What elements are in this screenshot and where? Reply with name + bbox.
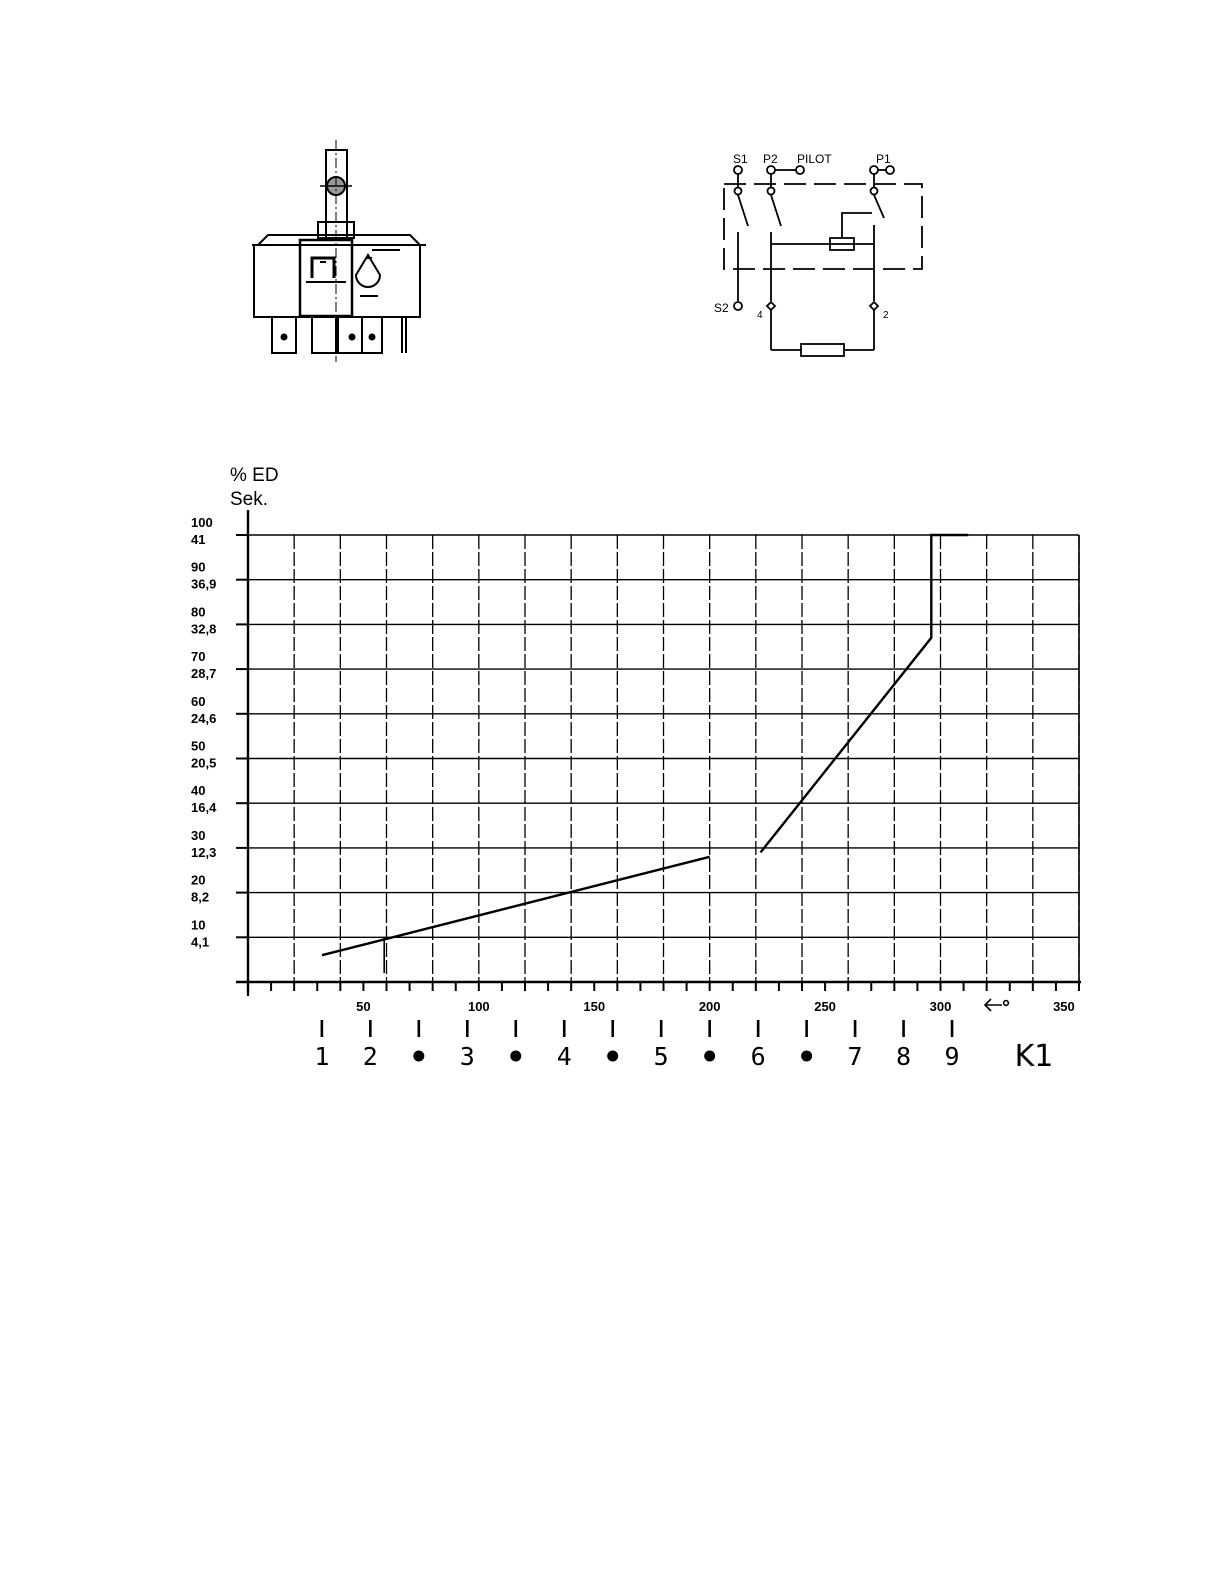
y-tick-label-percent: 50 [191,738,206,754]
x-tick-label: 50 [356,999,371,1014]
dial-position-label: 9 [944,1042,960,1071]
chart-axes [236,510,1081,996]
y-tick-label-seconds: 36,9 [191,576,217,592]
dial-position-label: 4 [556,1042,572,1071]
load-resistor [801,344,844,356]
dial-position-label: 6 [750,1042,766,1071]
chart-tick-labels [191,515,1075,1014]
y-tick-label-seconds: 28,7 [191,666,217,682]
dial-position-label: 7 [847,1042,863,1071]
label-terminal-2: 2 [883,310,889,321]
y-tick-label-percent: 20 [191,872,206,888]
dial-dot [607,1051,618,1062]
y-tick-label-percent: 10 [191,917,206,933]
dial-dot [510,1051,521,1062]
y-tick-label-seconds: 16,4 [191,800,217,816]
terminal-s1-top [734,166,742,174]
label-s2: S2 [714,301,729,315]
terminal-4 [767,302,775,310]
y-tick-label-percent: 30 [191,827,206,843]
dial-scale [314,1020,1053,1074]
dial-position-label: 2 [362,1042,378,1071]
y-tick-label-percent: 90 [191,559,206,575]
terminal-pilot [796,166,804,174]
y-axis-label-seconds: Sek. [230,489,269,510]
y-tick-label-seconds: 32,8 [191,621,217,637]
terminal-2 [870,302,878,310]
y-tick-label-percent: 80 [191,604,206,620]
y-tick-label-percent: 40 [191,783,206,799]
y-tick-label-seconds: 20,5 [191,755,217,771]
chart-series [322,535,968,973]
terminal-p1-right [886,166,894,174]
y-axis-label-percent: % ED [230,465,279,486]
wiring-schematic [714,152,922,356]
dial-position-label: 3 [459,1042,475,1071]
y-tick-label-seconds: 8,2 [191,889,210,905]
angle-arrow-icon [985,999,1008,1011]
label-p1: P1 [876,152,891,166]
x-tick-label: 150 [583,999,606,1014]
y-tick-label-seconds: 4,1 [191,934,210,950]
label-pilot: PILOT [797,152,832,166]
terminal-s2 [734,302,742,310]
label-s1: S1 [733,152,748,166]
dial-position-label: 1 [314,1042,330,1071]
x-tick-label: 100 [467,999,490,1014]
terminal-p1-left [870,166,878,174]
terminal-p2-top [767,166,775,174]
dial-dot [801,1051,812,1062]
y-tick-label-percent: 70 [191,649,206,665]
series-line-1 [322,857,710,955]
x-tick-label: 200 [698,999,721,1014]
dial-dot [704,1051,715,1062]
x-tick-label: 300 [929,999,952,1014]
duty-cycle-chart [191,465,1081,1074]
dial-name-label: K1 [1014,1039,1054,1074]
y-tick-label-percent: 60 [191,693,206,709]
switch-drawing [252,140,426,362]
chart-grid [248,535,1079,982]
x-tick-label: 250 [814,999,836,1014]
x-tick-label: 350 [1053,999,1075,1014]
y-tick-label-percent: 100 [191,515,213,530]
dial-position-label: 8 [896,1042,912,1071]
series-line-2 [761,535,969,852]
dial-position-label: 5 [653,1042,669,1071]
dial-dot [413,1051,424,1062]
y-tick-label-seconds: 41 [191,532,206,547]
y-tick-label-seconds: 24,6 [191,710,217,726]
label-p2: P2 [763,152,778,166]
label-terminal-4: 4 [757,310,763,321]
y-tick-label-seconds: 12,3 [191,844,217,860]
